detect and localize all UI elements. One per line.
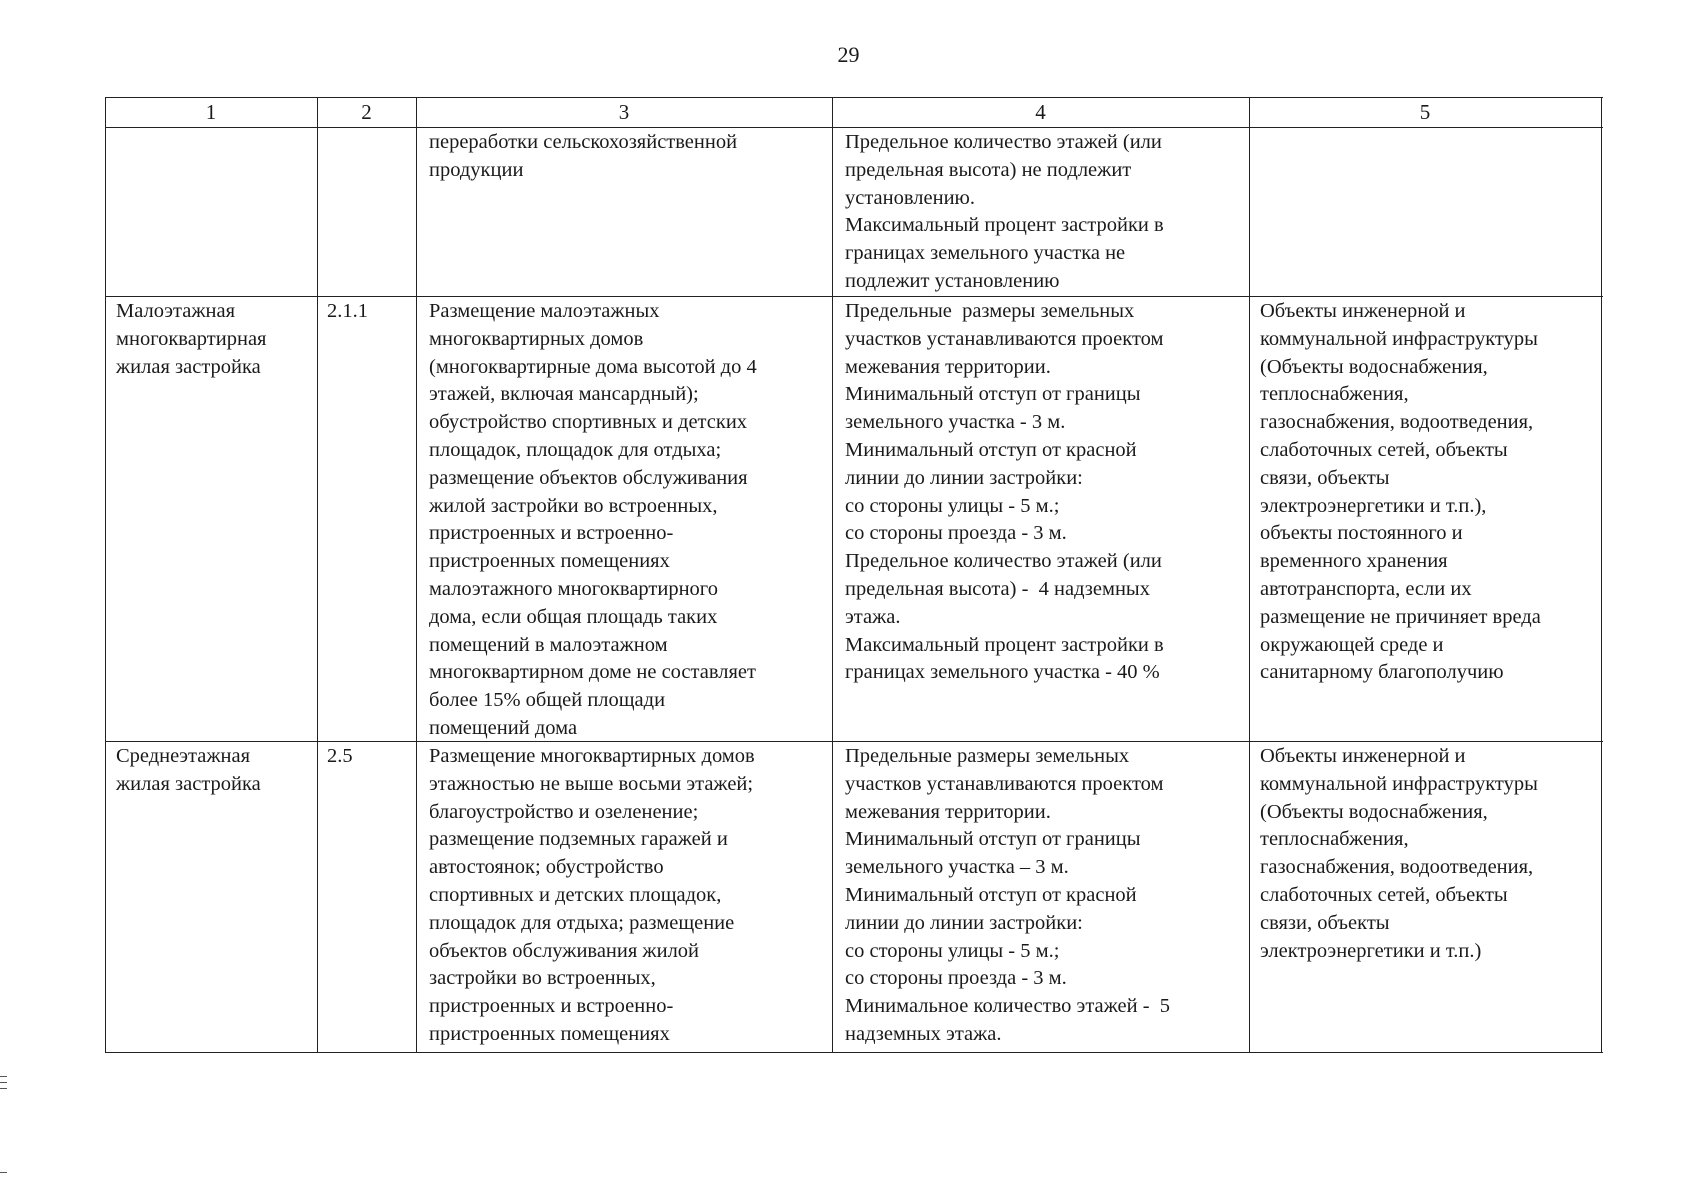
table-cell-parameters: Предельное количество этажей (или предельная высота) не подлежит установлению. Максимальный процент застройки в границах земельного участка не подлежит установлению: [845, 131, 1164, 292]
scan-margin-mark: [0, 1172, 7, 1173]
table-cell-parameters: Предельные размеры земельных участков устанавливаются проектом межевания территории. Минимальный отступ от границы земельного участка – 3 м. Минимальный отступ от красной линии до линии застройки: со стороны улицы - 5 м.; со стороны проезда - 3 м. Минимальное количество этажей - 5 надземных этажа.: [845, 745, 1171, 1045]
column-header: 4: [1035, 100, 1046, 124]
column-header: 1: [205, 100, 217, 124]
scan-margin-mark: [0, 1082, 7, 1083]
table-cell-infrastructure: Объекты инженерной и коммунальной инфраструктуры (Объекты водоснабжения, теплоснабжения, газоснабжения, водоотведения, слаботочных сетей, объекты связи, объекты электроэнергетики и т.п.): [1260, 745, 1538, 962]
page-number: 29: [837, 42, 860, 67]
table-cell-infrastructure: Объекты инженерной и коммунальной инфраструктуры (Объекты водоснабжения, теплоснабжения, газоснабжения, водоотведения, слаботочных сетей, объекты связи, объекты электроэнергетики и т.п.), объекты постоянного и временного хранения автотранспорта, если их размещение не причиняет вреда окружающей среде и санитарному благополучию: [1260, 300, 1541, 684]
table-border-top: [105, 97, 1603, 98]
scan-margin-mark: [0, 1088, 7, 1089]
table-cell-code: 2.5: [327, 745, 353, 767]
column-header: 3: [618, 100, 630, 124]
table-cell-description: Размещение малоэтажных многоквартирных домов (многоквартирные дома высотой до 4 этажей, включая мансардный); обустройство спортивных и детских площадок, площадок для отдыха; размещение объектов обслуживания жилой застройки во встроенных, пристроенных и встроенно- пристроенных помещениях малоэтажного многоквартирного дома, если общая площадь таких помещений в малоэтажном многоквартирном доме не составляет более 15% общей площади помещений дома: [429, 300, 757, 739]
column-header: 5: [1419, 100, 1431, 124]
table-cell-parameters: Предельные размеры земельных участков устанавливаются проектом межевания территории. Минимальный отступ от границы земельного участка - 3 м. Минимальный отступ от красной линии до линии застройки: со стороны улицы - 5 м.; со стороны проезда - 3 м. Предельное количество этажей (или предельная высота) - 4 надземных этажа. Максимальный процент застройки в границах земельного участка - 40 %: [845, 300, 1164, 684]
header-divider: [105, 127, 1603, 128]
row-divider: [105, 296, 1603, 297]
table-cell-code: 2.1.1: [327, 300, 368, 322]
table-cell-use-name: Среднеэтажная жилая застройка: [116, 745, 261, 795]
row-divider: [105, 741, 1603, 742]
land-use-table: [105, 97, 1603, 1053]
table-cell-description: переработки сельскохозяйственной продукции: [429, 131, 738, 181]
table-cell-description: Размещение многоквартирных домов этажностью не выше восьми этажей; благоустройство и озеленение; размещение подземных гаражей и автостоянок; обустройство спортивных и детских площадок, площадок для отдыха; размещение объектов обслуживания жилой застройки во встроенных, пристроенных и встроенно- пристроенных помещениях: [429, 745, 755, 1045]
column-header: 2: [361, 100, 372, 124]
scan-margin-mark: [0, 1076, 7, 1077]
table-cell-use-name: Малоэтажная многоквартирная жилая застройка: [116, 300, 267, 378]
table-border-bottom: [105, 1052, 1603, 1053]
